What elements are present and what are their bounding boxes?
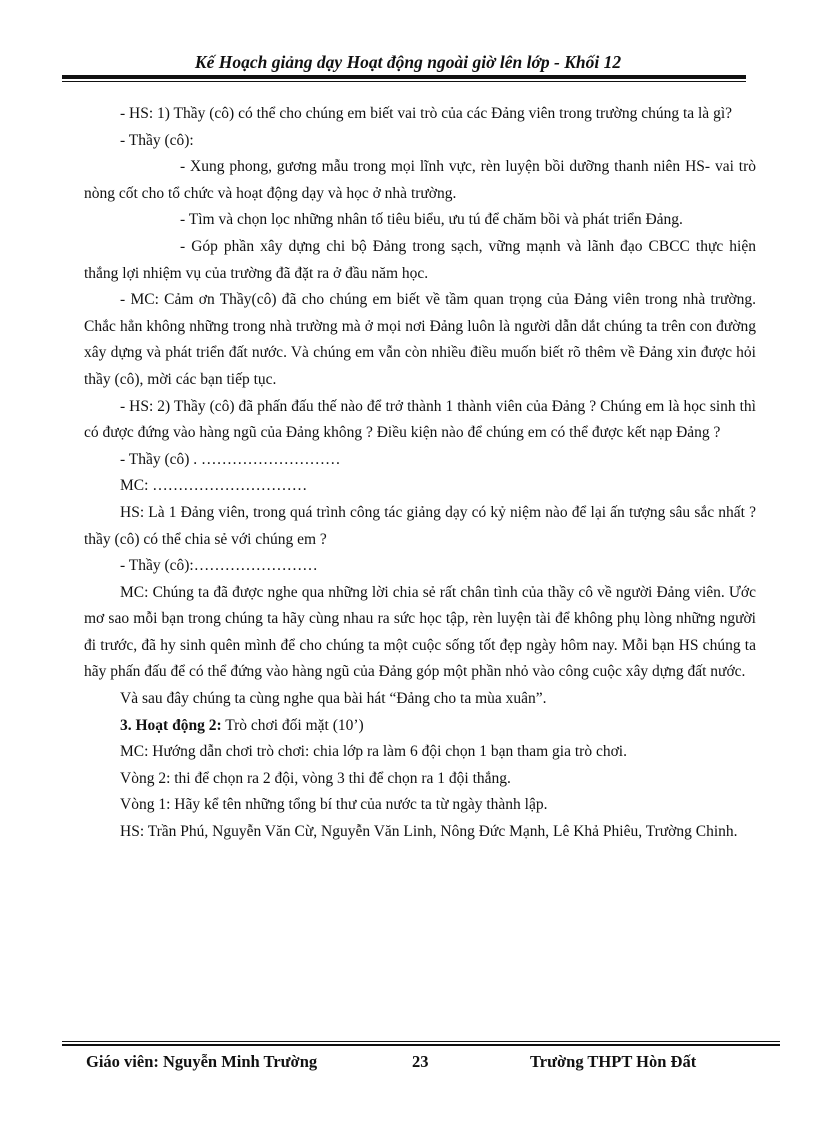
- header-rule-thick: [62, 75, 746, 79]
- paragraph-hs-question-2: - HS: 2) Thầy (cô) đã phấn đấu thế nào để trở thành 1 thành viên của Đảng ? Chúng em là học sinh thì có được đứng vào hàng ngũ của Đảng không ? Điều kiện nào để chúng em có thể được kết nạp Đảng ?: [84, 397, 756, 442]
- page-header-title: Kế Hoạch giảng dạy Hoạt động ngoài giờ lên lớp - Khối 12: [194, 52, 622, 72]
- paragraph-hs-question-3: HS: Là 1 Đảng viên, trong quá trình công tác giảng dạy có kỷ niệm nào để lại ấn tượng sâu sắc nhất ? thầy (cô) có thể chia sẻ với chúng em ?: [84, 503, 756, 548]
- activity-heading: 3. Hoạt động 2:: [120, 716, 222, 734]
- paragraph-hs-question-1: - HS: 1) Thầy (cô) có thể cho chúng em biết vai trò của các Đảng viên trong trường chúng ta là gì?: [120, 105, 733, 122]
- paragraph-round-1: Vòng 1: Hãy kể tên những tổng bí thư của nước ta từ ngày thành lập.: [120, 796, 548, 814]
- paragraph-activity-2: [84, 713, 756, 740]
- paragraph-game-instructions: MC: Hướng dẫn chơi trò chơi: chia lớp ra làm 6 đội chọn 1 bạn tham gia trò chơi.: [120, 743, 627, 761]
- paragraph-teacher-blank-2: - Thầy (cô):……………………: [120, 557, 318, 575]
- footer-rule-thick: [62, 1044, 780, 1046]
- paragraph-mc-thanks: - MC: Cảm ơn Thầy(cô) đã cho chúng em biết về tầm quan trọng của Đảng viên trong nhà trường. Chắc hẳn không những trong nhà trường mà ở mọi nơi Đảng luôn là người dẫn dắt chúng ta trên con đường xây dựng và phát triển đất nước. Và chúng em vẫn còn nhiều điều muốn biết rõ thêm về Đảng xin được hỏi thầy (cô), mời các bạn tiếp tục.: [84, 291, 756, 388]
- paragraph-answer-1: - Xung phong, gương mẫu trong mọi lĩnh vực, rèn luyện bồi dưỡng thanh niên HS- vai trò nòng cốt cho tổ chức và hoạt động dạy và học ở nhà trường.: [84, 158, 756, 202]
- paragraph-mc-closing: MC: Chúng ta đã được nghe qua những lời chia sẻ rất chân tình của thầy cô về người Đảng viên. Ước mơ sao mỗi bạn trong chúng ta hãy cùng nhau ra sức học tập, rèn luyện tài để không phụ lòng những người đi trước, đã hy sinh quên mình để cho chúng ta một cuộc sống tốt đẹp ngày hôm nay. Mỗi bạn HS chúng ta hãy phấn đấu để có thể đứng vào hàng ngũ của Đảng góp một phần nhỏ vào công cuộc xây dựng đất nước.: [84, 583, 756, 681]
- paragraph-song-intro: Và sau đây chúng ta cùng nghe qua bài hát “Đảng cho ta mùa xuân”.: [120, 690, 547, 708]
- paragraph-teacher-label: - Thầy (cô):: [120, 131, 194, 149]
- paragraph-round-2: Vòng 2: thi để chọn ra 2 đội, vòng 3 thi để chọn ra 1 đội thắng.: [120, 769, 511, 787]
- paragraph-answer-3: - Góp phần xây dựng chi bộ Đảng trong sạch, vững mạnh và lãnh đạo CBCC thực hiện thắng lợi nhiệm vụ của trường đã đặt ra ở đầu năm học.: [84, 237, 756, 282]
- paragraph-teacher-blank: - Thầy (cô) . ………………………: [120, 450, 341, 468]
- footer-rule-thin: [62, 1041, 780, 1042]
- page-body: [84, 101, 756, 846]
- footer-school: Trường THPT Hòn Đất: [530, 1052, 697, 1071]
- activity-text: Trò chơi đối mặt (10’): [221, 716, 364, 734]
- paragraph-mc-blank: MC: …………………………: [120, 477, 308, 495]
- header-rule-thin: [62, 81, 746, 82]
- footer-page-number: 23: [412, 1052, 429, 1071]
- paragraph-answer-2: - Tìm và chọn lọc những nhân tố tiêu biểu, ưu tú để chăm bồi và phát triển Đảng.: [180, 211, 683, 229]
- paragraph-hs-answer: HS: Trần Phú, Nguyễn Văn Cừ, Nguyễn Văn Linh, Nông Đức Mạnh, Lê Khả Phiêu, Trường Chinh.: [120, 823, 738, 841]
- footer-teacher: Giáo viên: Nguyễn Minh Trường: [86, 1052, 318, 1071]
